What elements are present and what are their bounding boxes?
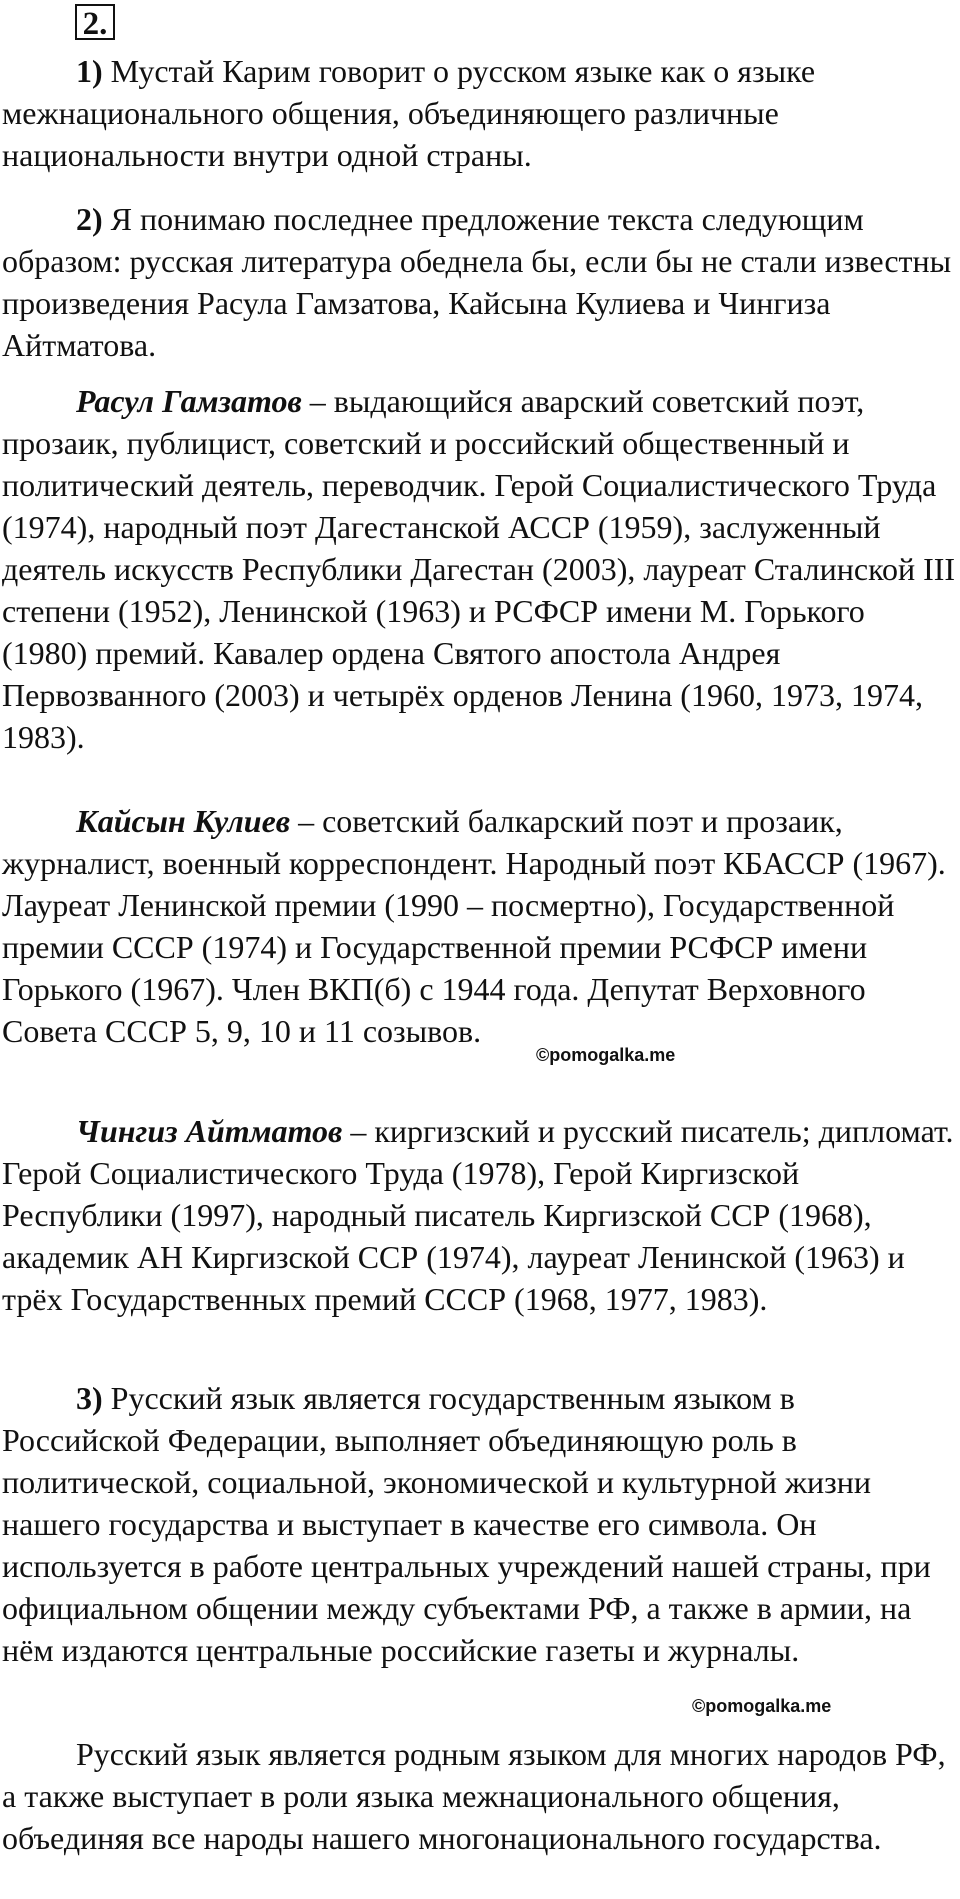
kuliev-paragraph bbox=[2, 800, 958, 1052]
gamzatov-text: – выдающийся аварский советский поэт, прозаик, публицист, советский и российский общественный и политический деятель, переводчик. Герой Социалистического Труда (1974), народный поэт Дагестанской АССР (1959), заслуженный деятель искусств Республики Дагестан (2003), лауреат Сталинской III степени (1952), Ленинской (1963) и РСФСР имени М. Горького (1980) премий. Кавалер ордена Святого апостола Андрея Первозванного (2003) и четырёх орденов Ленина (1960, 1973, 1974, 1983). bbox=[2, 383, 956, 755]
aitmatov-name: Чингиз Айтматов bbox=[76, 1113, 343, 1149]
watermark-2: ©pomogalka.me bbox=[692, 1696, 832, 1716]
answer-text-3: Русский язык является государственным языком в Российской Федерации, выполняет объединяющую роль в политической, социальной, экономической и культурной жизни нашего государства и выступает в качестве его символа. Он используется в работе центральных учреждений нашей страны, при официальном общении между субъектами РФ, а также в армии, на нём издаются центральные российские газеты и журналы. bbox=[2, 1380, 931, 1668]
answer-text-4: Русский язык является родным языком для многих народов РФ, а также выступает в роли языка межнационального общения, объединяя все народы нашего многонационального государства. bbox=[2, 1736, 946, 1856]
gamzatov-paragraph bbox=[2, 380, 958, 758]
answer-number-2: 2) bbox=[76, 201, 103, 237]
answer-number-3: 3) bbox=[76, 1380, 103, 1416]
kuliev-name: Кайсын Кулиев bbox=[76, 803, 291, 839]
task-number-box: 2. bbox=[75, 4, 115, 40]
aitmatov-paragraph bbox=[2, 1110, 958, 1320]
aitmatov-text: – киргизский и русский писатель; дипломат. Герой Социалистического Труда (1978), Герой Киргизской Республики (1997), народный писатель Киргизской ССР (1968), академик АН Киргизской ССР (1974), лауреат Ленинской (1963) и трёх Государственных премий СССР (1968, 1977, 1983). bbox=[2, 1113, 954, 1317]
answer-text-2: Я понимаю последнее предложение текста следующим образом: русская литература обеднела бы, если бы не стали известны произведения Расула Гамзатова, Кайсына Кулиева и Чингиза Айтматова. bbox=[2, 201, 952, 363]
answer-paragraph-1 bbox=[2, 50, 958, 176]
answer-paragraph-2 bbox=[2, 198, 958, 366]
answer-paragraph-3 bbox=[2, 1377, 958, 1671]
gamzatov-name: Расул Гамзатов bbox=[76, 383, 302, 419]
answer-text-1: Мустай Карим говорит о русском языке как о языке межнационального общения, объединяющего различные национальности внутри одной страны. bbox=[2, 53, 816, 173]
kuliev-text: – советский балкарский поэт и прозаик, журналист, военный корреспондент. Народный поэт КБАССР (1967). Лауреат Ленинской премии (1990 – посмертно), Государственной премии СССР (1974) и Государственной премии РСФСР имени Горького (1967). Член ВКП(б) с 1944 года. Депутат Верховного Совета СССР 5, 9, 10 и 11 созывов. bbox=[2, 803, 946, 1049]
watermark-1: ©pomogalka.me bbox=[536, 1045, 676, 1065]
answer-paragraph-4 bbox=[2, 1733, 958, 1859]
answer-number-1: 1) bbox=[76, 53, 103, 89]
